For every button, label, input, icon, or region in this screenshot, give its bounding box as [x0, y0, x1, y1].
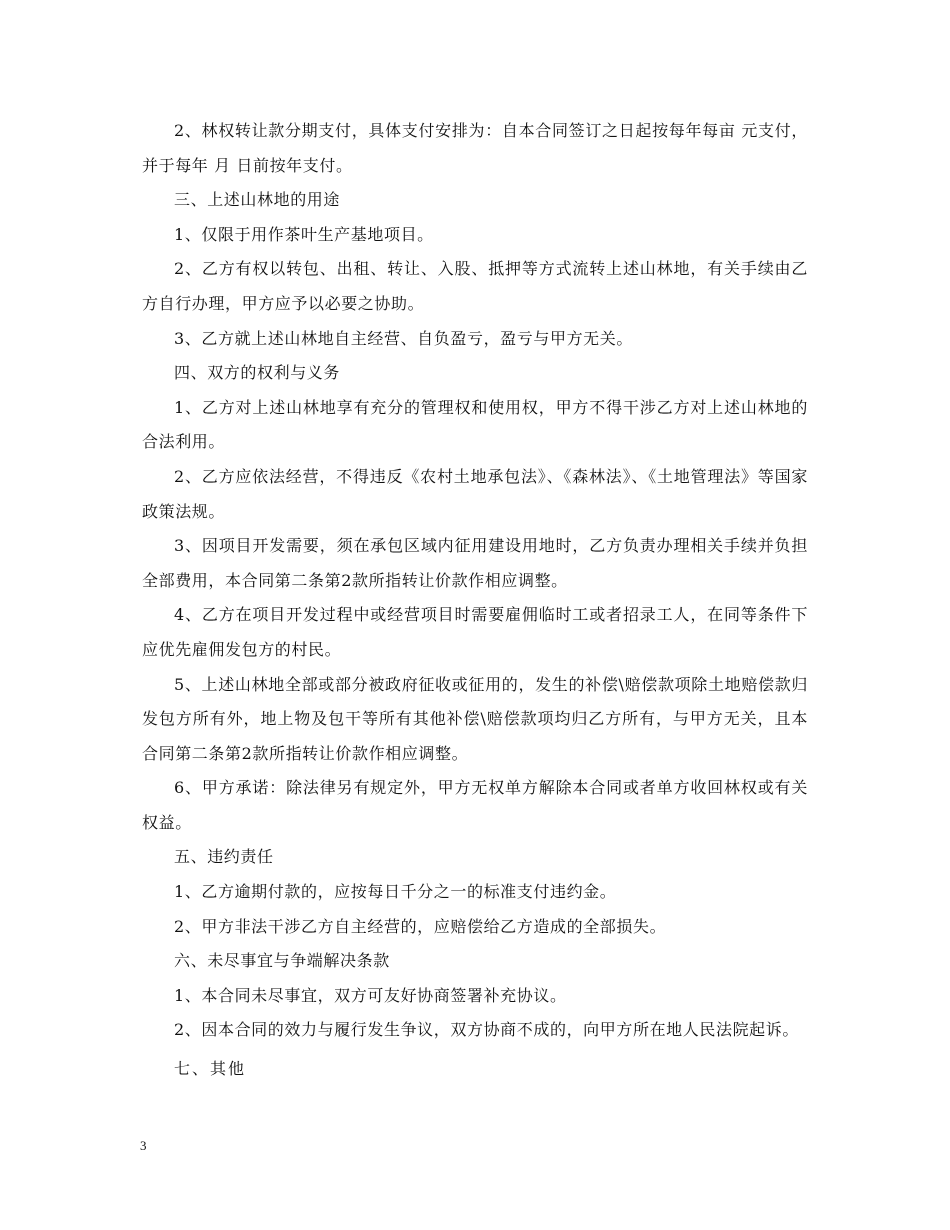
paragraph-disputes-supplement: 1、本合同未尽事宜，双方可友好协商签署补充协议。: [174, 985, 567, 1005]
paragraph-rights-expropriation: 5、上述山林地全部或部分被政府征收或征用的，发生的补偿\赔偿款项除土地赔偿款归发包方所有外，地上物及包干等所有其他补偿\赔偿款项均归乙方所有，与甲方无关，且本合同第二条第2款所指转让价款作相应调整。: [142, 674, 808, 763]
section-heading-land-use: 三、上述山林地的用途: [174, 190, 341, 210]
paragraph-disputes-court: 2、因本合同的效力与履行发生争议，双方协商不成的，向甲方所在地人民法院起诉。: [174, 1020, 799, 1040]
paragraph-breach-interference: 2、甲方非法干涉乙方自主经营的，应赔偿给乙方造成的全部损失。: [174, 916, 667, 936]
paragraph-rights-hiring-villagers: 4、乙方在项目开发过程中或经营项目时需要雇佣临时工或者招录工人，在同等条件下应优先雇佣发包方的村民。: [142, 605, 808, 659]
paragraph-rights-construction-land: 3、因项目开发需要，须在承包区域内征用建设用地时，乙方负责办理相关手续并负担全部费用，本合同第二条第2款所指转让价款作相应调整。: [142, 536, 808, 590]
paragraph-rights-party-a-promise: 6、甲方承诺：除法律另有规定外，甲方无权单方解除本合同或者单方收回林权或有关权益。: [142, 778, 808, 832]
paragraph-use-tea-base: 1、仅限于用作茶叶生产基地项目。: [174, 224, 434, 244]
paragraph-rights-lawful-operation: 2、乙方应依法经营，不得违反《农村土地承包法》、《森林法》、《土地管理法》等国家政策法规。: [142, 466, 808, 521]
document-body: [142, 114, 808, 1087]
section-heading-disputes: 六、未尽事宜与争端解决条款: [174, 951, 390, 971]
paragraph-breach-late-payment: 1、乙方逾期付款的，应按每日千分之一的标准支付违约金。: [174, 882, 617, 902]
paragraph-use-self-operation: 3、乙方就上述山林地自主经营、自负盈亏，盈亏与甲方无关。: [174, 328, 633, 348]
paragraph-rights-management: 1、乙方对上述山林地享有充分的管理权和使用权，甲方不得干涉乙方对上述山林地的合法利用。: [142, 397, 808, 452]
paragraph-payment-installments: 2、林权转让款分期支付，具体支付安排为：自本合同签订之日起按每年每亩 元支付，并于每年 月 日前按年支付。: [142, 121, 808, 175]
paragraph-use-transfer-rights: 2、乙方有权以转包、出租、转让、入股、抵押等方式流转上述山林地，有关手续由乙方自行办理，甲方应予以必要之协助。: [142, 259, 808, 313]
section-heading-other: 七、其他: [174, 1059, 247, 1079]
section-heading-breach: 五、违约责任: [174, 847, 274, 867]
section-heading-rights-obligations: 四、双方的权利与义务: [174, 363, 341, 383]
page-number: 3: [140, 1138, 147, 1153]
